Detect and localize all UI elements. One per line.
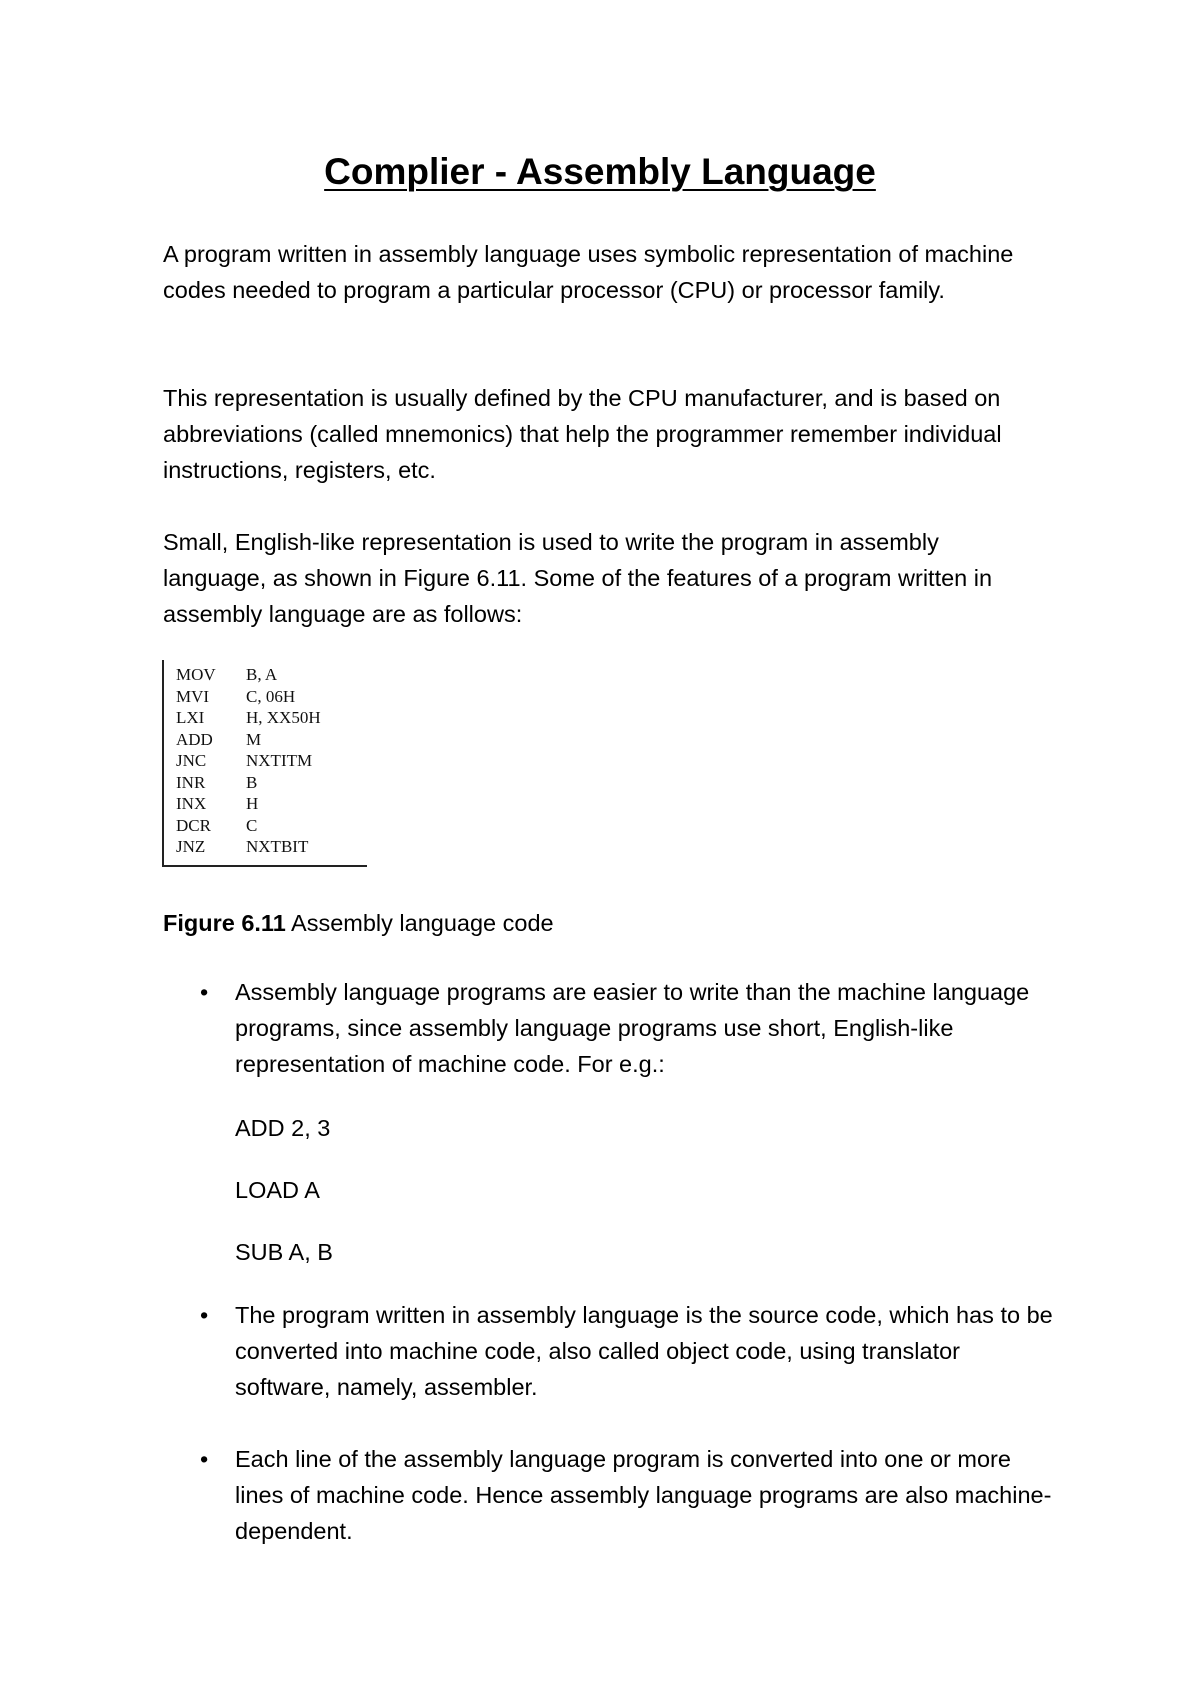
bullet-icon: • <box>200 1446 209 1472</box>
code-line <box>176 793 367 815</box>
code-opcode: MOV <box>176 665 216 684</box>
code-operand: NXTITM <box>246 751 313 770</box>
bullet-item <box>163 1297 1063 1405</box>
page-title: Complier - Assembly Language <box>324 151 876 192</box>
code-operand: B <box>246 772 258 792</box>
code-opcode: INX <box>176 794 207 813</box>
code-opcode: JNC <box>176 751 207 770</box>
bullet-text: The program written in assembly language is the source code, which has to be converted into machine code, also called object code, using translator software, namely, assembler. <box>235 1302 1053 1400</box>
code-operand: H <box>246 794 259 813</box>
code-line <box>176 664 367 686</box>
example-code-line: LOAD A <box>235 1177 320 1203</box>
assembly-code-figure <box>162 660 367 867</box>
bullet-icon: • <box>200 979 209 1005</box>
bullet-item <box>163 974 1063 1082</box>
figure-caption-text: Assembly language code <box>285 910 554 936</box>
example-code-line: SUB A, B <box>235 1239 333 1265</box>
code-opcode: INR <box>176 772 206 792</box>
figure-caption <box>163 905 554 941</box>
code-line <box>176 729 367 751</box>
code-line <box>176 686 367 708</box>
code-line <box>176 707 367 729</box>
bullet-text: Assembly language programs are easier to write than the machine language programs, since assembly language programs use short, English-like representation of machine code. For e.g.: <box>235 979 1030 1077</box>
code-opcode: ADD <box>176 729 213 749</box>
bullet-icon: • <box>200 1302 209 1328</box>
code-operand: B, A <box>246 665 278 684</box>
figure-caption-label: Figure 6.11 <box>163 910 286 936</box>
code-operand: C, 06H <box>246 686 296 706</box>
bullet-item <box>163 1441 1063 1549</box>
paragraph-representation: This representation is usually defined by the CPU manufacturer, and is based on abbreviations (called mnemonics) that help the programmer remember individual instructions, registers, etc. <box>163 385 1002 483</box>
paragraph-features: Small, English-like representation is used to write the program in assembly language, as shown in Figure 6.11. Some of the features of a program written in assembly language are as follows: <box>163 529 993 627</box>
code-line <box>176 836 367 858</box>
code-opcode: LXI <box>176 708 205 727</box>
code-opcode: JNZ <box>176 837 206 856</box>
paragraph-intro: A program written in assembly language uses symbolic representation of machine codes needed to program a particular processor (CPU) or processor family. <box>163 241 1014 303</box>
bullet-text: Each line of the assembly language program is converted into one or more lines of machine code. Hence assembly language programs are also machine-dependent. <box>235 1446 1052 1544</box>
code-operand: NXTBIT <box>246 837 309 856</box>
code-operand: M <box>246 729 262 749</box>
code-operand: H, XX50H <box>246 708 321 727</box>
example-code-line: ADD 2, 3 <box>235 1115 331 1141</box>
code-opcode: MVI <box>176 686 210 706</box>
code-line <box>176 815 367 837</box>
code-line <box>176 772 367 794</box>
code-line <box>176 750 367 772</box>
code-opcode: DCR <box>176 815 211 835</box>
code-operand: C <box>246 815 258 835</box>
